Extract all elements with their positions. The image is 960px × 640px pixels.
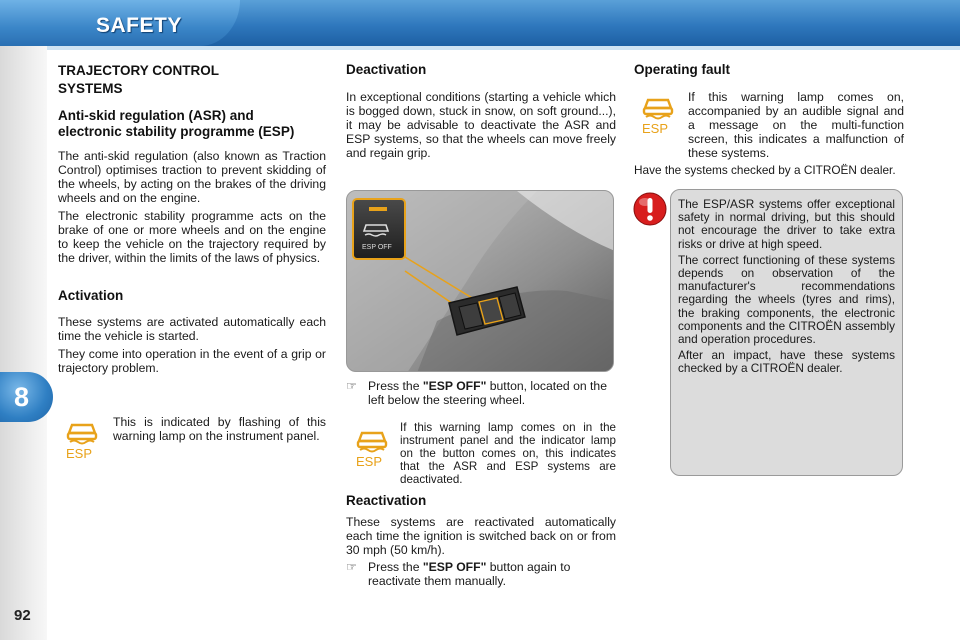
deactivation-lamp-text: If this warning lamp comes on in the instrument panel and the indicator lamp on the button comes on, this indicates that the ASR and ESP systems are deactivated. xyxy=(400,421,616,486)
press-suffix: button, located on the left below the steering wheel. xyxy=(368,379,607,407)
note-paragraph-2: The correct functioning of these systems depends on observation of the manufacturer's recommendations regarding the wheels (tyres and rims), the braking components, the electronic components and the CITROËN assembly and operation procedures. xyxy=(678,252,895,347)
esp-warning-lamp-icon xyxy=(640,96,676,136)
press2-suffix: button again to reactivate them manually. xyxy=(368,560,571,588)
activation-lamp-row xyxy=(58,415,326,466)
press-prefix: Press the xyxy=(368,379,423,393)
deactivation-instructions xyxy=(346,379,616,588)
page-number: 92 xyxy=(14,607,31,624)
column-trajectory-control xyxy=(58,62,326,466)
column-operating-fault xyxy=(634,62,904,177)
esp-lamp-label: ESP xyxy=(356,454,383,469)
section-title: TRAJECTORY CONTROL SYSTEMS xyxy=(58,63,219,96)
header-divider xyxy=(0,46,960,50)
fault-paragraph: Have the systems checked by a CITROËN dealer. xyxy=(634,163,896,177)
press-esp-off-step xyxy=(346,379,616,407)
section-subtitle: Anti-skid regulation (ASR) and electronic stability programme (ESP) xyxy=(58,108,295,139)
pointing-hand-icon: ☞ xyxy=(346,379,357,393)
esp-off-symbol-label: ESP OFF xyxy=(362,244,392,251)
side-strip xyxy=(0,46,47,640)
fault-lamp-text: If this warning lamp comes on, accompanied by an audible signal and a message on the multi-function screen, this indicates a malfunction of these systems. xyxy=(688,90,904,160)
fault-lamp-row xyxy=(634,90,904,160)
esp-off-button-label: "ESP OFF" xyxy=(422,560,487,574)
note-paragraph-3: After an impact, have these systems checked by a CITROËN dealer. xyxy=(678,348,895,376)
dashboard-illustration xyxy=(347,191,614,372)
chapter-number: 8 xyxy=(14,382,30,412)
press2-prefix: Press the xyxy=(368,560,423,574)
deactivation-heading: Deactivation xyxy=(346,62,427,77)
pointing-hand-icon: ☞ xyxy=(346,560,357,574)
reactivation-paragraph: These systems are reactivated automatically each time the ignition is switched back on or from 30 mph (50 km/h). xyxy=(346,515,616,557)
reactivation-heading: Reactivation xyxy=(346,493,427,508)
esp-lamp-label: ESP xyxy=(66,446,93,461)
esp-off-button-photo xyxy=(346,190,614,372)
warning-exclamation-icon xyxy=(632,191,668,227)
column-deactivation xyxy=(346,62,616,160)
page-title: SAFETY xyxy=(96,14,182,37)
press-esp-off-again-step xyxy=(346,560,616,588)
esp-lamp-label: ESP xyxy=(642,121,669,136)
fault-heading: Operating fault xyxy=(634,62,731,77)
paragraph-esp: The electronic stability programme acts on the brake of one or more wheels and on the engine to keep the vehicle on the trajectory required by the driver, within the limits of the laws of physics. xyxy=(58,209,326,265)
activation-lamp-text: This is indicated by flashing of this warning lamp on the instrument panel. xyxy=(113,415,326,443)
activation-paragraph-1: These systems are activated automatically each time the vehicle is started. xyxy=(58,315,326,343)
deactivation-lamp-row xyxy=(346,421,616,486)
esp-off-button-label: "ESP OFF" xyxy=(422,379,487,393)
esp-warning-lamp-icon xyxy=(64,421,100,461)
esp-warning-lamp-icon xyxy=(354,429,390,469)
activation-paragraph-2: They come into operation in the event of a grip or trajectory problem. xyxy=(58,347,326,375)
paragraph-asr: The anti-skid regulation (also known as Traction Control) optimises traction to prevent skidding of the wheels, by acting on the brakes of the driving wheels and on the engine. xyxy=(58,149,326,205)
deactivation-paragraph: In exceptional conditions (starting a vehicle which is bogged down, stuck in snow, on soft ground...), it may be advisable to deactivate the ASR and ESP systems, so that the wheels can move freely and regain grip. xyxy=(346,90,616,160)
safety-note-box xyxy=(670,189,903,476)
activation-heading: Activation xyxy=(58,288,124,303)
note-paragraph-1: The ESP/ASR systems offer exceptional safety in normal driving, but this should not encourage the driver to take extra risks or drive at high speed. xyxy=(678,197,895,251)
